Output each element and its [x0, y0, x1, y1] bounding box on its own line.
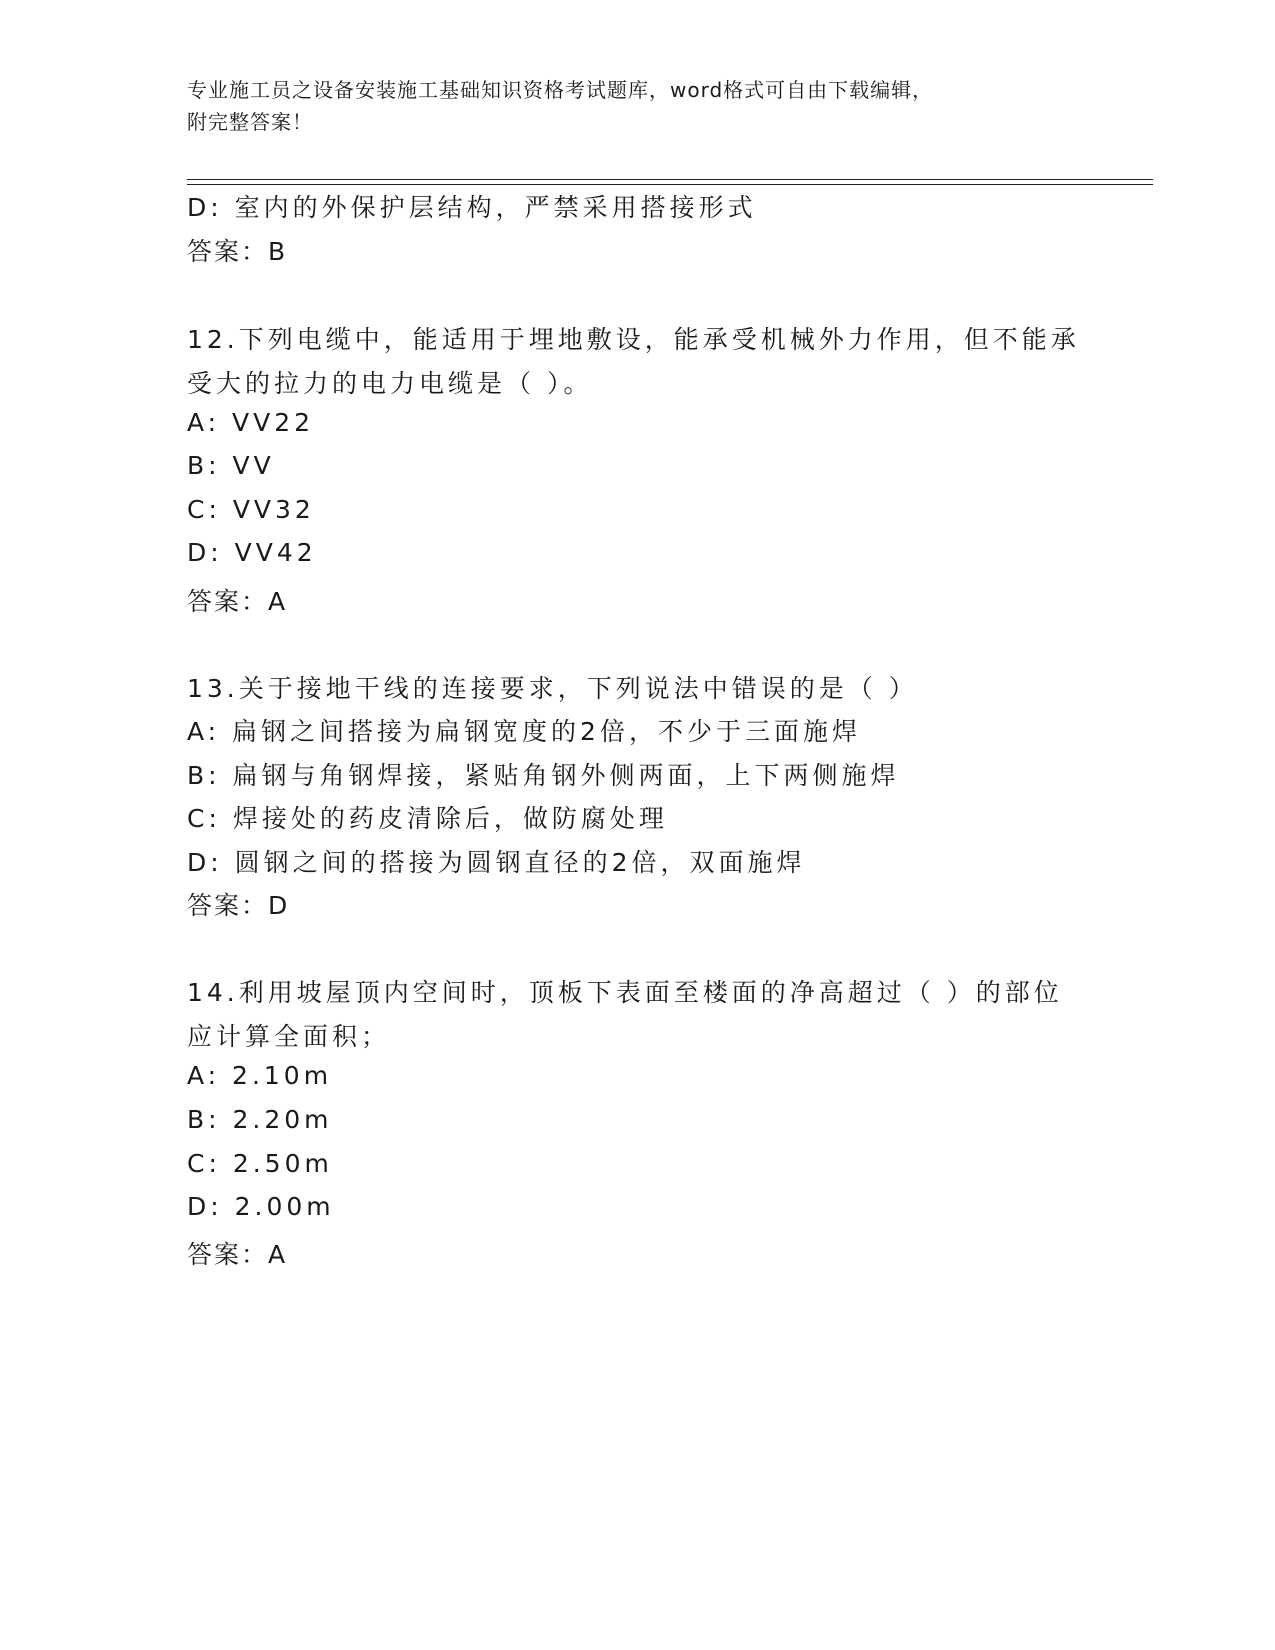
q14-stem-line-1: 14.利用坡屋顶内空间时，顶板下表面至楼面的净高超过（ ）的部位	[187, 978, 1063, 1007]
q14-option-b: B: 2.20m	[187, 1105, 333, 1134]
header-line-2: 附完整答案！	[187, 110, 313, 134]
q13-answer: 答案：D	[187, 891, 290, 920]
q12-option-d: D: VV42	[187, 538, 317, 567]
prev-option-d: D: 室内的外保护层结构，严禁采用搭接形式	[187, 193, 757, 222]
document-header	[187, 74, 1087, 138]
q12-option-c: C: VV32	[187, 495, 315, 524]
q14-option-d: D: 2.00m	[187, 1192, 335, 1221]
q12-stem-line-2: 受大的拉力的电力电缆是（ ）。	[187, 369, 593, 398]
header-line-1: 专业施工员之设备安装施工基础知识资格考试题库，word格式可自由下载编辑，	[187, 78, 934, 102]
header-divider-top	[187, 179, 1153, 180]
header-divider-bottom	[187, 184, 1153, 185]
q13-option-a: A: 扁钢之间搭接为扁钢宽度的2倍，不少于三面施焊	[187, 717, 861, 746]
q14-answer: 答案：A	[187, 1240, 288, 1269]
q13-option-b: B: 扁钢与角钢焊接，紧贴角钢外侧两面，上下两侧施焊	[187, 761, 900, 790]
q12-option-b: B: VV	[187, 451, 275, 480]
q12-option-a: A: VV22	[187, 408, 315, 437]
q14-option-c: C: 2.50m	[187, 1149, 333, 1178]
q12-stem-line-1: 12.下列电缆中，能适用于埋地敷设，能承受机械外力作用，但不能承	[187, 325, 1080, 354]
q13-option-c: C: 焊接处的药皮清除后，做防腐处理	[187, 804, 668, 833]
q14-option-a: A: 2.10m	[187, 1061, 333, 1090]
q12-answer: 答案：A	[187, 587, 288, 616]
q13-stem-line-1: 13.关于接地干线的连接要求，下列说法中错误的是（ ）	[187, 674, 918, 703]
prev-answer: 答案：B	[187, 237, 288, 266]
q13-option-d: D: 圆钢之间的搭接为圆钢直径的2倍，双面施焊	[187, 848, 806, 877]
q14-stem-line-2: 应计算全面积；	[187, 1022, 391, 1051]
